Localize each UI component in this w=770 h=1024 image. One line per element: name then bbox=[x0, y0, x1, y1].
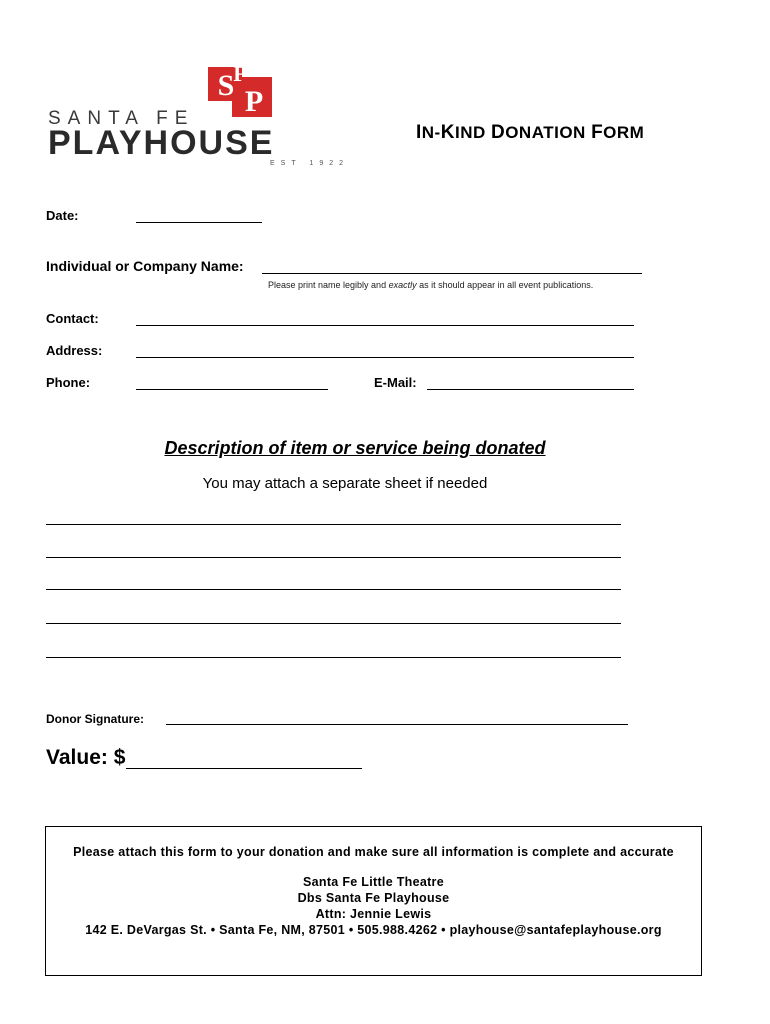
logo-line-1: SANTA FE bbox=[48, 108, 195, 129]
address-line-4: 142 E. DeVargas St. • Santa Fe, NM, 87501 • 505.988.4262 • playhouse@santafeplayhouse.org bbox=[85, 923, 662, 937]
email-label: E-Mail: bbox=[374, 375, 417, 390]
email-field[interactable] bbox=[427, 375, 634, 390]
instructions-text: Please attach this form to your donation and make sure all information is complete and accurate bbox=[73, 845, 674, 859]
contact-label: Contact: bbox=[46, 311, 99, 326]
description-line-1[interactable] bbox=[46, 508, 621, 525]
address-label: Address: bbox=[46, 343, 103, 358]
signature-field[interactable] bbox=[166, 710, 628, 725]
phone-field[interactable] bbox=[136, 375, 328, 390]
address-field[interactable] bbox=[136, 343, 634, 358]
description-line-2[interactable] bbox=[46, 541, 621, 558]
name-hint: Please print name legibly and exactly as it should appear in all event publications. bbox=[268, 280, 594, 290]
date-field[interactable] bbox=[136, 208, 262, 223]
logo-established: EST 1922 bbox=[270, 160, 350, 167]
address-line-2: Dbs Santa Fe Playhouse bbox=[297, 891, 450, 905]
contact-field[interactable] bbox=[136, 311, 634, 326]
signature-label: Donor Signature: bbox=[46, 712, 144, 726]
description-line-5[interactable] bbox=[46, 641, 621, 658]
svg-text:P: P bbox=[244, 85, 264, 118]
form-title: IN-KIND DONATION FORM bbox=[416, 122, 645, 143]
logo-monogram bbox=[208, 55, 274, 119]
description-subheading: You may attach a separate sheet if needed bbox=[202, 475, 488, 492]
svg-text:S: S bbox=[217, 69, 235, 102]
address-line-1: Santa Fe Little Theatre bbox=[303, 875, 444, 889]
description-line-3[interactable] bbox=[46, 573, 621, 590]
instructions-box bbox=[45, 826, 702, 976]
description-heading: Description of item or service being donated bbox=[164, 438, 546, 458]
svg-text:F: F bbox=[233, 61, 247, 86]
logo-line-2: PLAYHOUSE bbox=[48, 124, 275, 162]
value-label: Value: $ bbox=[46, 746, 126, 769]
name-label: Individual or Company Name: bbox=[46, 258, 244, 274]
phone-label: Phone: bbox=[46, 375, 91, 390]
value-field[interactable] bbox=[126, 750, 362, 769]
address-line-3: Attn: Jennie Lewis bbox=[315, 907, 432, 921]
description-line-4[interactable] bbox=[46, 607, 621, 624]
name-field[interactable] bbox=[262, 258, 642, 274]
date-label: Date: bbox=[46, 208, 79, 223]
